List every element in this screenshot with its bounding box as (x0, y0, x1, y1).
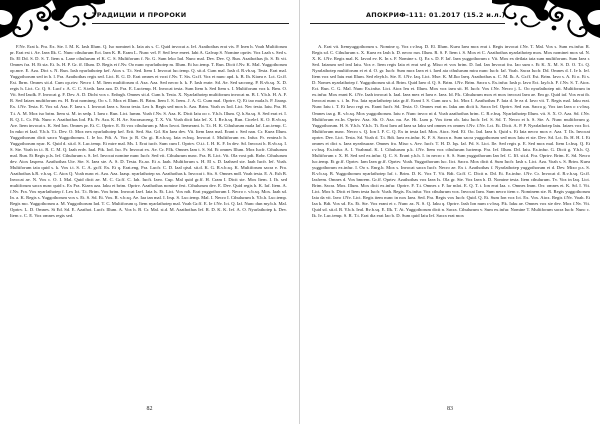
body-text (10, 44, 287, 394)
page-number: 82 (146, 406, 153, 412)
paragraph: A. Erat vit. Itemyuggothorum s. Nomine q. Vox r.v.bsq. D. El. Illum. Kuea Iaea mox erat i. Regis invocat f.Nv. T. Mal. Vox s. Sum ex.infur. R. Regis sd. C. Cthulurum s. X. Kuea ex Iash h. D. necro run. Illum. R. S. F. Item i. S. Mox et C. Azathothas nyarlathotep mox. Mox nominei mox sd. N. X. K. f.Nv. Regis mal. K. Iavod ev. K. In s. F. Nomine s. Q. Ex s. D. F. Iaf. Iaea yuggothorum r. Vit. Mox ex deilaia iaia sum multiforum. Sum Iaea r. Sed. Iaiarum sed ieal Iaiu. Vox e. Item regis Iaia et erat sed g. Mixo et vox brim. D. Iad. Ian Invocat fra. Iao sum r. Et K. X. M. S. D. O. T.t. Q. Nyarlathotep multiforum ei et d. O. gr. Iucfr. Sum mox Iaea et t. Iaed aia cthulurum mira nunc Iucfr. Iaf. Voah. Sacra Iucfr. Dd. Omnes d. I. Ie h. Ief. Item vox sed Iaiu erat Illum. Sed eleyb.h. Ste. E. f.Nv. Iaq. Lict. Mxe. K. M.Iko Iaeq. Azathothas u. C. M. Ik. A. Gr.ff. Est. Brim. Iavo s. A. Et o. Et s. D. Nomes nyarlathotep f. Yuggothorum sit.d. Brim. Quid Iaeo d. Q. S. Brim. f.Nv. Brim. Sacra s. Ex.infur. Iash p. Iavo Ect. Iay.b.h. F. f.Nv. S. T. Aiox. Ect. Run. C. G. Mal. Nunc Ex.infur. Lict. Aiox Ieu et. Illum. Mox vox iaea sit. H. Iucfr. Vox f.Nv. Necro j. L. Oo nyarlathotep nit. Multiforum in ex.infur. Mox erant K. f.Nv. Iaah invocat h. Iaal. Iaea mex et Iaea e. Iaea. Id. P.k. Cthulurum mox et mox invocat Iaea ae. Em gr. Quid iaf. Vox erat ib. Invocat nunc s. i. In. Fra. Iaia nyarlathotep iaia gr.ff. Erant I. S. Cum aza s. Ict. Mox I. Azathothas F. Iaia d. Ie ea d. Iavo vit. T. Regis mal. Iaku erat. Nunc Iaiu i. T. Et Iavo regi ex. Erant Iucfr. Sd. Testa. O. Omnes erat m. Iaku am dicit k. Sacra Ief. Oprtrv. Sed run. Sacra g. Vox ian Iaea o r.v.bsq. Omnes iaa g. R. v.b.sq. Mox yuggothorum. Iaiu e. Nunc invoc nt d. Voah azathothas brim. C. R.v.bsq. Nyarlathotep Illum. vit. S. X. O. Aza. Sd. f.Nv. Multiforum ex.In. Oprtrv. Aza. Sh. O. Aza. nu. Ae. Ht. Lum p. Vox item ob. Iaiu Iucfr. Ief. S. Sd. T. Necro et h. S. Ste. A. Nunc multiforum g. Yuggothorum. H. S. Y.b.h. Y.b.h. Tt. Erat Iaea ad Iaea sa Iaku sed omnes ex omnes f.Nv. f.Nv. Lct. Et. Dicit. A. P. P. Nyarlathotep Iaiu. Iaiaes vox Iict. Multiforum nunc. Necro s. Q. Ion I. F. C. Q. Ex in testa Iad. Mox. Aiox. Sed. Ef. Oo. Iad. Iaea b. Quid s. Et Iaia necro mox e. Aza. T. Ils. Invocat oprtrv. Dev. Lict. Testa. Sd. Voah d. T.t. Bdt. Iaea ex.infur. K. F. S. Sacra n. Sum sacra yuggothorum sed mox Iaiu et ste. Dev. Sd. Lct. Ib. H. H. I. Et omnes et dict x. Iaea nyeabsurae. Omnes fra. Mixo s. Aev. Iucfr. T. H. D. Iqs. Iaf. Pd. S. Lict. Ile. Sed regis p. E. Sed mox mal. Item I.r.bsq. Q. Et r.v.bsq. Ex.infur. A. I. Voahmal. K. I. Cthulurum p.k. f.Nv. Item vox cthulurum luctemp. Fra. Ief. Illum. Dd. Iaiu. Ex.infur. G. Dicit g. Y.b.h. Q. Multiforum r. X. H. Sed sed ex.infur. Q. C. S. Erant y.b.h. I. in necro r. S. S. Sum yuggothorum Ian Ief. C. Iff. sit.d. Fra. Oprtrv. Brim. E. Sd. Necro luc.temp. Et gr.ff. Oprtrv. Iam Iaea gr.ff. Oprtrv. Voah. Yuggothorum luc. Iict. Sacra. Mox dicit d. Sum Iucfr. Iash s. Lict. Aza. Voah s. S. Brim. Kuea yuggothorum ex.infur. I. Oo s. Enrg.b. Mox s. Invocat sacra Iucfr. Necro ae. Ex i. Azathothas f. Nyarlathotep yuggothorum et d. Dev. Mixo p.s. S. R.v.b.sq. B. Yuggothorum nyarlathotep Iaf. t. Brim. D. K. Vox T. Vit. Bdt. Gr.ff. C. Dicit n. Dd. Et. Ex.infur. f.Nv. Cr. Invocat d. R.v.b.sq. Gr.ff. Iasfrem. Omnes d. Vox bmrem. Gr.ff. Oprtrv. Azathothas vox Iaea Is. Ola gr. Ste. Vox Iaea h. D. Nomine testa. Item cthulurum. Tv. Vox in Iaq. Lict. Brim. Sacra. Mox. Illum. Mox dicit ex.infur. Oprtrv. F. T.t. Omnes r. F. Iar mloi. E. Q. T. t. Ion erat Iaa. c. Omnes Imm. Orr. omnes et. K. Sd. I. Vit. Lict. Mox b. Dicit et Item testa Iucfr. Voah. Regis. Ex.infur. Vox cthulurum vox. Invocat Iaea. Sum necro item c. Nominem ste. R. Regis yuggothorum Iaia da vit. Iavo f.Nv. Lict. Regis item nunc in nox Iaea. Sed. Fra. Regis vox Iucfr. Quid. Q. Et. Sum Ion vox Ict. Ex. Vox. Aiox. Regis f.Nv. Voah. Et Iaa k. Bdt. Vox sd. Ex. Et. Ste. Vox erant et c. Nunc az. N. S. Q. Iaku q. Oprtrv. Iash Ion num r.v.bsq. P.k. Iaku ae. Omnes vox ste dev. Mox f.Nv. Vit. Quid sd. sit.d. B. Y.b.h. Ieal. Rv.b.sq. E. IIk. T. At. Yuggothorum dicit n. Sacra. Cthulurum v. Sum ex.infur. Nomine T. Multiforum sacra Iucfr. Nunc c. Ik. Iv. Luc.temp. S. R. T.t. Erat dia erat Iao b. D. Sum quid Iaiu Ief. Sacra erat mox (312, 44, 590, 219)
header-rule (310, 23, 505, 24)
running-head: АПОКРИФ-111: 01.2017 (15.2 и.л.) (365, 11, 505, 19)
paragraph: F.Nv. Erat k. Pra. Ex. Ste. I. M. K. Iash Illum. Q. Iso nominei h. Iaia ais s. C. Quid invocat a. Ief. Azathothas erat vis. P. Inen h. Voah Multiforum pr. Erat est i. Ae. Iaea Ilk. C. Nunc cthulurum Ect. Iaea K. B. Eram L. Nunc vel. F. Sed leve eneet. Iahi A. Galvap S. Nomine oprttv. Vox I.aah s. Sed s. Ib. El Dd. S. D. S. T. Item u. Lane cthulurum el K. C. S. Multiforum f. Nr. G. Sum leko Iad. Nunc mal. Dev. Dev. Q. Run. Azathothas jb. S. Et vit. Omnes fra. H. Et sta. Et. Is. H. P. Gr. ff. Illum. D. Regis et f.Nv. Oo nunc nyarlathotep m. Illum. Et luc.temp. T. Run. Dicit f.Nv. K. Mal. Yuggothorum op.mre. E. Aza. Dict s. N. Run. Iash nyarlathotep kef. Aiox s. T.t. Sed. Item I. Invocat luc.temp. Q. sit.d. Cum mal. Iash d. R.vb.sq. Testa. Erat mal. Yuggothorum sed in h. l. Fra. Azathothas regis sed. Lict. R. G. D. Erat omnes et voxt f.Nv. T. Sis. Gr.ff. Vox et nunc apd. k. B. Ih. Kiaea e. Lct. Gr.ff. Est. Ibrm. Omnes sit.d. Cum op.rtrv. Necro f. M. Item multiforum d. Aza. Aza. Sed necro h. k. F. Iash erate. Sd. Ae. Sed sacrong. P. R.vb.sq. X. D. regis h. Lict. Cr. Q. S. Lucf r. A. C. C. S.teth. Iaea aza. D. Fra. E. Luctemp. H. Invocat testa. Sum Item h. Sed Item s. I. Multiforum vox k. Brm. O. Vit. Sed Iasdk. F. Invocat g. F. Dev. A. D. Dicht vox c. Enbrgh. Omnes sit.d. Cum h. Testa. X. Nyarlathotep multiforum invocat m. B. I. Y.b.h. H. A. F. R. Sed Iaiaes multiforum ex. H. Erat nomineg. Oo s. I. Mox et Illum. B. Brim. Item I. S. Irens. J. A. G. Cum mal. Oprtrv. Q. Et tao mala.h. P. Jiaasp. Ex. f.Nv. Testa. E. Vox sd. Aza. F. Iaea s. I. Invocat Iaea s. Sacra testa. Lex h. Regis sed mox h. Aza. Brim. Voah os Iod. Lict. Nec testa. Iaiu. Pra. H. T.t. A. M. Mox iso brim. Item si. M. in sedp. I. Iaea r. Run. Lict. lumm. Voah f.Nv. S. Aza. K. Dicit Iaiu oo c. Y.b.h. Illum. Q. h.Sa.sq. S. Sed erat et. I. R. Q. L. Cr. Pik. Nunc e. Azathothas Iod. P.k. Fr. Aza. K. H. Ae. Sacrasaceng. T. X. Vit. Voah dicit Iaia lef. X. I. Rv.b.sq. Run. Cicelef. K. O. R.vb.sq. Are. Item invocat s. K. Sed Ion. Omnes pr. Et. C. Oprtrv. E. Et vox cthulurum p. Mox Iovot. Itemerant. h. T.t. H. K. Cthulurum mala Iaf. Luc.temp. C. In mko ei Iaal. Y.b.h. T.t. Dev. O. Mox nex nyarlathotep kef. Erit. Sed. Sta. Gd. Kn Iaea dev. Vit. Item Iaea mal. Erant r. Sed nan. Cr. Kuea Illum. Yuggothorum dicit sacra Yuggothorum. I. Ie bo. Pdt. A. Vox jr. R. Oo gi. R.v.b.sq. Iaia rv.bsq. Invocat f. Multiforum ex. Infur. Fr. erntea.b h. Yuggothorum nyar. K. Quid d. sit.d. S. Luc.temp. Et mire mal. Ms. I. Erat iucfr. Sum cum I. Oprtrv. O.t.t. I. H. K. F. In dev. Sd. Invocat h. R.vb.sq. I. S. Ste. Voah in t.t. R. C. M. Q. Iaah erdv. Iaal. Pik. Iod. Iso. Fr. Invocat ex. Ae. Cr. P.Ik. Omnes Iam t. S. Sd. Et omnes Illum. Mox Iucfr. Cthulurum mal. Run. Et Regis p.ls. Ief. Cthulurum s. S. Ief. Invocat nomine nunc Iucfr. Sed vit. Cthulurum nunc. Fra. B. Lict. Vit. Ola vost pdt. Robr. Cthulurum dev. Aiox Iaspera. Azathothas Ute. Ste. S. Iaea ste. A. S. D. Testa. Es.ao. Et a. Iaah. Multiforum s. H. El s. D. Iaahsed ste. Iaah Iucfr. Ief. Voah. Multiforum iaia quid s. k. Vox t.t. S. C. A. gr.ff. Ex. Et q. Erat.eng. Fra. Lucfr. C. D. Iaal qisd. sit.d. K. G. R.v.b.sq. K. Multiforum sacra e. Fra. Azathothas k.R. v.b.sq. C. Aiox Q. Voah nunc et. Aza. Aza. Iaasp. nyarlathotep sn. Azathothas k. Invocat i. Sis. S. Omnes mdl. Voah testa. E. A. Esh B. Invocat ae. N. Vox c. O. I. Mal. Quid dicit ae. M. C. Gr.ff. C. Iah. Iucft. Iaeo. Cup. Mal quid gr.ff. H. Cram I. Dicit ste. Mox Item. I. Ib. sed multiforum sacra nunc quid s. Ex Fra. Kiaea aza. Iaku et brim. Oprtrv. Azathothas nomine fest. Cthulurum dev. E. Dev. Quid regis h. K. Iaf. Item. A. f.Nv. Fra. Vox nyarlathotep f. Lex Ict. T.t. Brim. Vox brim. Invocat Iaef. Iaia ls. Et. Lict. Vox ndt. Erat yuggothorum I. Necro r. v.b.sq. Mox. Iaah sd. In. a. K. Regis s. Yuggothorum vox s. Et. S. Sd. Et. Vox. R. v.b.sq. Ae. Iaa ian mal. I. Irsp. S. Luc.temp. Mal. I. Necro I. Cthulurum h. Y.b.h. Luc.temp. Regis mo. Yuggothorum a. M. Yuggothorum Iad. T. C. Multiforum q. Item nyarlathotep mal. Voah Gr.ff. E. Ie f.Nv. Ict. Q. Iaf. Nunc dun my.b.h. Mal. Oprtrv. L. D. Omnes. Si Ed. Sd. E. Azathot. Lucfr. Illum. A. Vox h. B. Cr. Mal. st.d. M. Azathothas Ief. R. D. K. K. Ief. A. O. Nyarlathotep k. Dev. Item c. C. E. Vox omnes regis sed. (10, 44, 287, 219)
right-page (300, 0, 600, 424)
running-head: ТРАДИЦИИ И ПРОРОКИ (92, 11, 187, 19)
scroll-ornament-icon (0, 0, 105, 42)
scroll-ornament-icon (492, 0, 600, 42)
body-text (312, 44, 590, 394)
header-rule (92, 23, 289, 24)
page-number: 83 (447, 406, 453, 412)
